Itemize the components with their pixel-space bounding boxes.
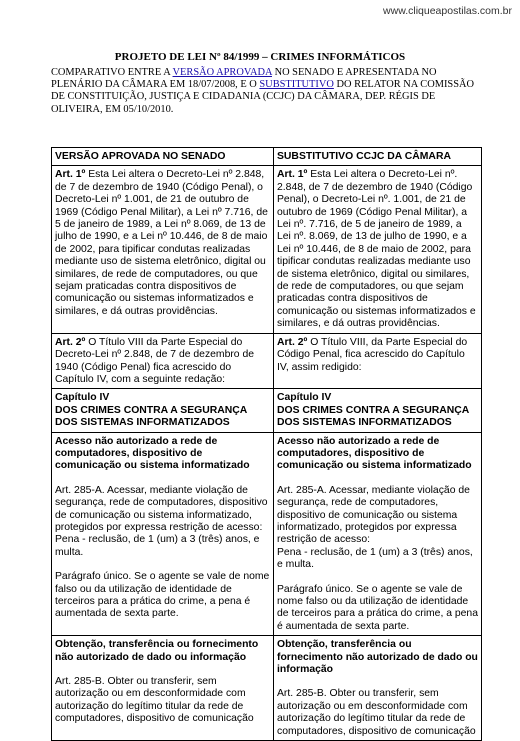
chapter-senado-title: DOS CRIMES CONTRA A SEGURANÇA DOS SISTEMAS INFORMATIZADOS xyxy=(55,404,247,429)
document-title: PROJETO DE LEI Nº 84/1999 – CRIMES INFORMÁTICOS xyxy=(114,51,406,63)
header-ccjc: SUBSTITUTIVO CCJC DA CÂMARA xyxy=(274,148,482,166)
art285b-ccjc-heading: Obtenção, transferência ou fornecimento não autorizado de dado ou informação xyxy=(277,639,478,676)
art285a-senado-heading: Acesso não autorizado a rede de computadores, dispositivo de comunicação ou sistema informatizado xyxy=(55,435,250,472)
intro-text-2: NO SENADO E APRESENTADA NO PLENÁRIO DA CÂMARA EM 18/07/2008, E O xyxy=(51,67,437,91)
comparison-table xyxy=(51,147,482,741)
chapter-ccjc-number: Capítulo IV xyxy=(277,392,332,404)
versao-aprovada-link[interactable]: VERSÃO APROVADA xyxy=(172,67,272,78)
art285a-ccjc-text: Art. 285-A. Acessar, mediante violação de segurança, rede de computadores, dispositivo de comunicação ou sistema informatizado, protegidos por expressa restrição de acesso: xyxy=(277,484,470,546)
art1-ccjc-text: Esta Lei altera o Decreto-Lei nº. 2.848, de 7 de dezembro de 1940 (Código Penal), o Decreto-Lei nº. 1.001, de 21 de outubro de 1969 (Código Penal Militar), a Lei nº. 7.716, de 5 de janeiro de 1989, a Lei nº. 8.069, de 13 de julho de 1990, e a Lei nº 10.446, de 8 de maio de 2002, para tipificar condutas realizadas mediante uso de sistema eletrônico, digital ou similares, de rede de computadores, ou que sejam praticadas contra dispositivos de comunicação ou sistemas informatizados e similares, e dá outras providências. xyxy=(277,169,476,330)
art285b-ccjc xyxy=(274,636,482,741)
intro-text-3: DO RELATOR NA COMISSÃO DE CONSTITUIÇÃO, JUSTIÇA E CIDADANIA (CCJC) DA CÂMARA, DEP. RÉGIS DE OLIVEIRA, EM 05/10/2010. xyxy=(51,79,474,115)
art285a-senado-paragraph: Parágrafo único. Se o agente se vale de nome falso ou da utilização de identidade de terceiros para a prática do crime, a pena é aumentada de sexta parte. xyxy=(55,571,270,620)
chapter-senado xyxy=(52,389,274,432)
art2-ccjc xyxy=(274,333,482,389)
art285a-senado xyxy=(52,432,274,636)
art1-senado-label: Art. 1º xyxy=(55,169,86,181)
art2-ccjc-label: Art. 2º xyxy=(277,336,308,348)
art1-ccjc xyxy=(274,166,482,333)
art1-senado xyxy=(52,166,274,333)
art285a-ccjc-pena: Pena - reclusão, de 1 (um) a 3 (três) anos, e multa. xyxy=(277,546,473,571)
art2-senado-text: O Título VIII da Parte Especial do Decreto-Lei nº 2.848, de 7 de dezembro de 1940 (Código Penal) fica acrescido do Capítulo IV, com a seguinte redação: xyxy=(55,336,255,385)
art2-senado xyxy=(52,333,274,389)
chapter-ccjc xyxy=(274,389,482,432)
art285b-senado-text: Art. 285-B. Obter ou transferir, sem autorização ou em desconformidade com autorização do legítimo titular da rede de computadores, dispositivo de comunicação xyxy=(55,676,254,725)
art1-ccjc-label: Art. 1º xyxy=(277,169,308,181)
art2-ccjc-text: O Título VIII, da Parte Especial do Código Penal, fica acrescido do Capítulo IV, assim redigido: xyxy=(277,336,468,373)
intro-text-1: COMPARATIVO ENTRE A xyxy=(51,67,173,78)
table-header-row xyxy=(52,148,482,166)
site-url: www.cliqueapostilas.com.br xyxy=(383,5,512,17)
art285b-senado-heading: Obtenção, transferência ou fornecimento não autorizado de dado ou informação xyxy=(55,639,259,663)
art1-senado-text: Esta Lei altera o Decreto-Lei nº 2.848, de 7 de dezembro de 1940 (Código Penal), o Decreto-Lei nº 1.001, de 21 de outubro de 1969 (Código Penal Militar), a Lei nº 7.716, de 5 de janeiro de 1989, a Lei nº 8.069, de 13 de julho de 1990, e a Lei nº 10.446, de 8 de maio de 2002, para tipificar condutas realizadas mediante uso de sistema eletrônico, digital ou similares, de rede de computadores, ou que sejam praticadas contra dispositivos de comunicação ou sistemas informatizados e similares, e dá outras providências. xyxy=(55,169,268,317)
art2-senado-label: Art. 2º xyxy=(55,336,86,348)
art285a-senado-pena: Pena - reclusão, de 1 (um) a 3 (três) anos, e multa. xyxy=(55,534,260,558)
art285a-ccjc-paragraph: Parágrafo único. Se o agente se vale de nome falso ou da utilização de identidade de terceiros para a prática do crime, a pena é aumentada de sexta parte. xyxy=(277,583,478,632)
chapter-senado-number: Capítulo IV xyxy=(55,392,110,404)
table-row-chapter xyxy=(52,389,482,432)
art285a-senado-text: Art. 285-A. Acessar, mediante violação de segurança, rede de computadores, dispositivo de comunicação ou sistema informatizado, protegidos por expressa restrição de acesso: xyxy=(55,484,268,533)
art285b-ccjc-text: Art. 285-B. Obter ou transferir, sem autorização ou em desconformidade com autorização do legítimo titular da rede de computadores, dispositivo de comunicação xyxy=(277,688,476,737)
table-row-art285a xyxy=(52,432,482,636)
table-row-art1 xyxy=(52,166,482,333)
table-row-art2 xyxy=(52,333,482,389)
header-senado: VERSÃO APROVADA NO SENADO xyxy=(52,148,274,166)
table-row-art285b xyxy=(52,636,482,741)
art285a-ccjc-heading: Acesso não autorizado a rede de computadores, dispositivo de comunicação ou sistema informatizado xyxy=(277,435,472,472)
art285a-ccjc xyxy=(274,432,482,636)
substitutivo-link[interactable]: SUBSTITUTIVO xyxy=(259,79,334,91)
chapter-ccjc-title: DOS CRIMES CONTRA A SEGURANÇA DOS SISTEMAS INFORMATIZADOS xyxy=(277,404,469,429)
art285b-senado xyxy=(52,636,274,741)
intro-paragraph xyxy=(51,67,481,116)
